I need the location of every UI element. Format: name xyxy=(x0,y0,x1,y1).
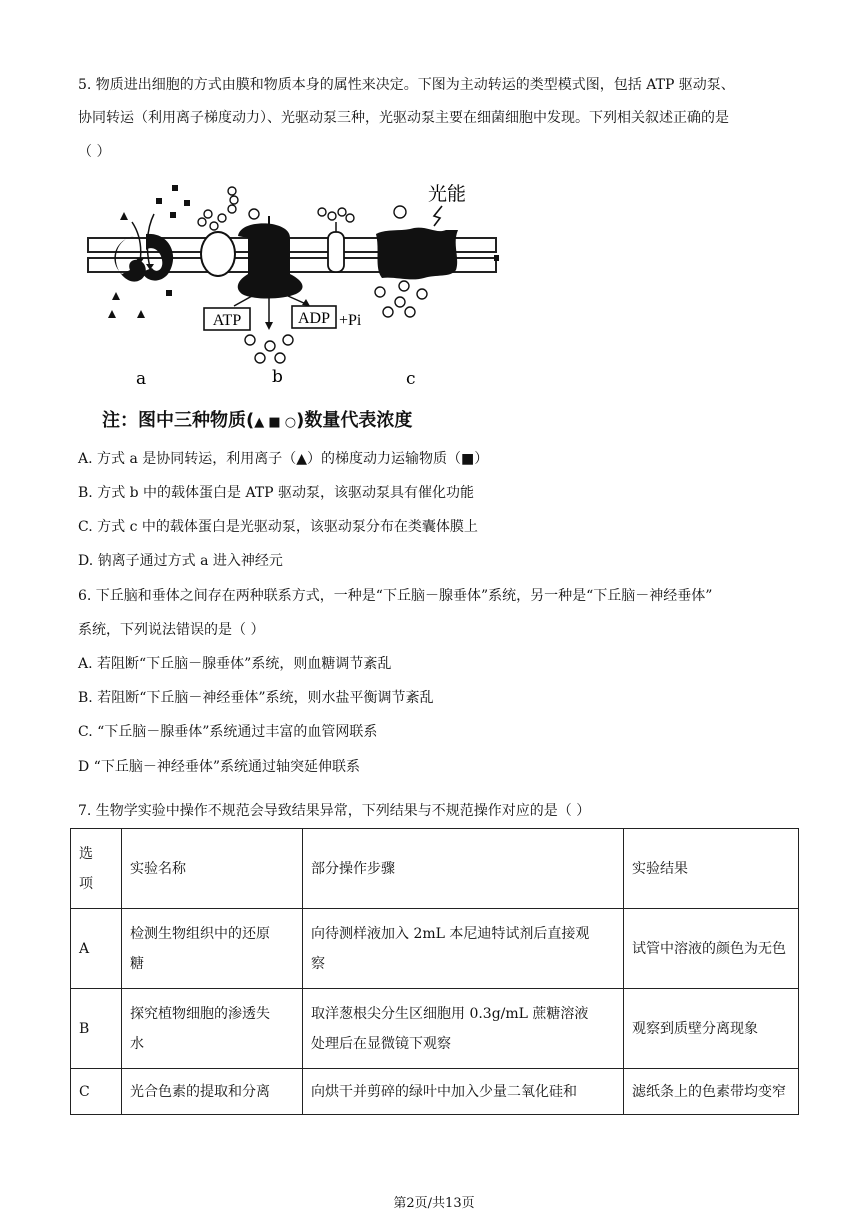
table-cell: B xyxy=(71,989,122,1069)
svg-text:ADP: ADP xyxy=(297,310,331,327)
q6-option-d: D “下丘脑－神经垂体”系统通过轴突延伸联系 xyxy=(78,759,360,775)
adp-box xyxy=(292,306,362,329)
table-cell: 试管中溶液的颜色为无色 xyxy=(624,909,799,989)
table-cell: C xyxy=(71,1069,122,1115)
label-c: c xyxy=(406,369,416,389)
atp-pump-oval xyxy=(198,187,238,276)
q5-option-a: A. 方式 a 是协同转运，利用离子（▲）的梯度动力运输物质（■） xyxy=(78,451,489,467)
q5-line2: 协同转运（利用离子梯度动力）、光驱动泵三种，光驱动泵主要在细菌细胞中发现。下列相关叙述正确的是 xyxy=(78,110,729,126)
q5-option-c: C. 方式 c 中的载体蛋白是光驱动泵，该驱动泵分布在类囊体膜上 xyxy=(78,519,478,535)
svg-text:ATP: ATP xyxy=(212,312,242,329)
q6-option-b: B. 若阻断“下丘脑－神经垂体”系统，则水盐平衡调节紊乱 xyxy=(78,690,434,706)
note-symbols: ▲ ■ ○ xyxy=(254,415,297,430)
q5-option-d: D. 钠离子通过方式 a 进入神经元 xyxy=(78,553,283,569)
light-pump-c xyxy=(376,206,458,279)
table-cell: 探究植物细胞的渗透失 水 xyxy=(122,989,303,1069)
table-header: 实验名称 xyxy=(122,829,303,909)
svg-text:+Pi: +Pi xyxy=(339,312,362,329)
label-b: b xyxy=(272,367,283,387)
experiment-table xyxy=(70,828,799,1115)
table-header: 部分操作步骤 xyxy=(303,829,624,909)
q5-answer-paren: （ ） xyxy=(78,144,111,160)
table-cell: 观察到质壁分离现象 xyxy=(624,989,799,1069)
table-cell: 光合色素的提取和分离 xyxy=(122,1069,303,1115)
circle-particles-b xyxy=(245,335,293,363)
page-footer: 第2页/共13页 xyxy=(393,1196,475,1211)
note-suffix: )数量代表浓度 xyxy=(296,410,413,431)
q5-line1: 5. 物质进出细胞的方式由膜和物质本身的属性来决定。下图为主动转运的类型模式图，包括 ATP 驱动泵、 xyxy=(78,77,735,93)
figure-note xyxy=(102,406,412,432)
atp-box xyxy=(204,308,250,330)
q6-line2: 系统，下列说法错误的是（ ） xyxy=(78,622,265,638)
q6-line1: 6. 下丘脑和垂体之间存在两种联系方式，一种是“下丘脑－腺垂体”系统，另一种是“下丘脑－神经垂体” xyxy=(78,588,713,604)
table-row xyxy=(71,989,799,1069)
note-prefix: 注：图中三种物质( xyxy=(102,410,255,431)
label-a: a xyxy=(136,369,147,389)
table-row xyxy=(71,1069,799,1115)
q5-option-b: B. 方式 b 中的载体蛋白是 ATP 驱动泵，该驱动泵具有催化功能 xyxy=(78,485,475,501)
table-row xyxy=(71,909,799,989)
table-header: 选 项 xyxy=(71,829,122,909)
q6-option-a: A. 若阻断“下丘脑－腺垂体”系统，则血糖调节紊乱 xyxy=(78,656,392,672)
light-energy-label: 光能 xyxy=(428,183,467,205)
table-cell: A xyxy=(71,909,122,989)
table-cell: 取洋葱根尖分生区细胞用 0.3g/mL 蔗糖溶液 处理后在显微镜下观察 xyxy=(303,989,624,1069)
active-transport-diagram xyxy=(84,178,514,393)
table-cell: 向待测样液加入 2mL 本尼迪特试剂后直接观 察 xyxy=(303,909,624,989)
table-cell: 滤纸条上的色素带均变窄 xyxy=(624,1069,799,1115)
circle-particles-c xyxy=(375,281,427,317)
table-cell: 向烘干并剪碎的绿叶中加入少量二氧化硅和 xyxy=(303,1069,624,1115)
q7-stem: 7. 生物学实验中操作不规范会导致结果异常，下列结果与不规范操作对应的是（ ） xyxy=(78,803,591,819)
q6-option-c: C. “下丘脑－腺垂体”系统通过丰富的血管网联系 xyxy=(78,724,378,740)
table-header: 实验结果 xyxy=(624,829,799,909)
table-header-row xyxy=(71,829,799,909)
table-cell: 检测生物组织中的还原 糖 xyxy=(122,909,303,989)
